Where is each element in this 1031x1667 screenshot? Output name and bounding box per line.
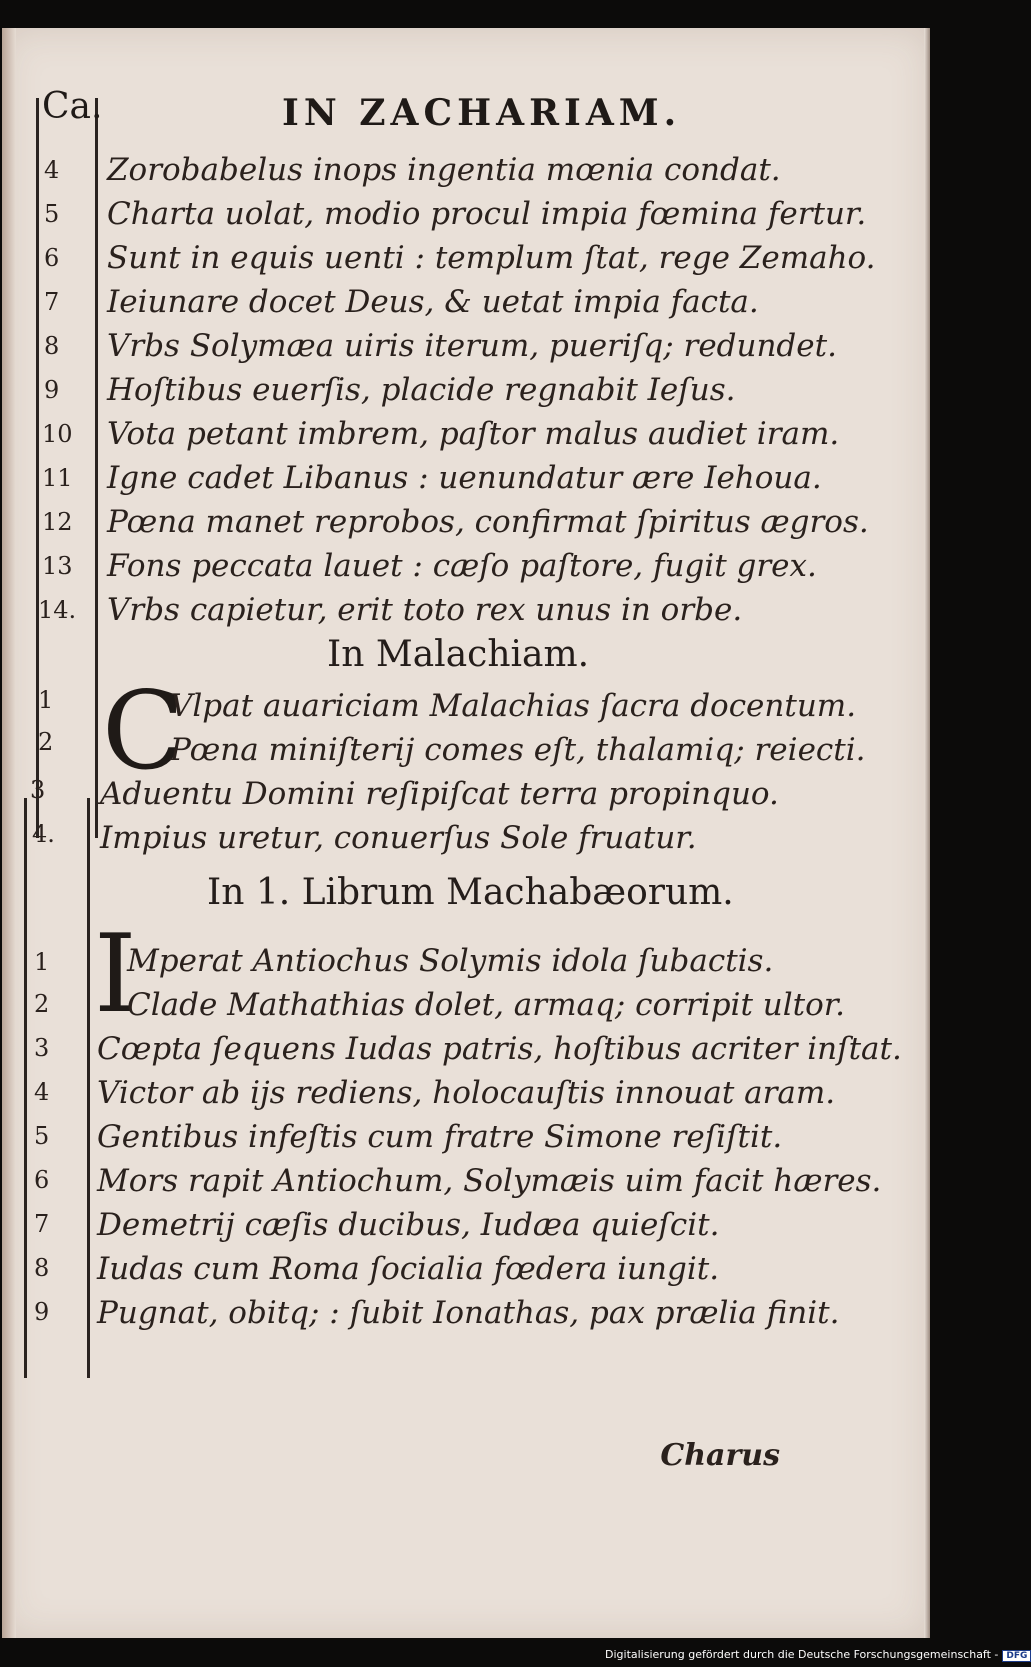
verse-line: Pœna miniſterij comes eſt, thalamiq; reiecti. xyxy=(170,732,866,768)
chapter-number: 8 xyxy=(34,1254,50,1282)
digitization-footer xyxy=(605,1648,1031,1662)
verse-line: Vota petant imbrem, paſtor malus audiet iram. xyxy=(107,416,840,452)
verse-line: Mperat Antiochus Solymis idola ſubactis. xyxy=(127,943,774,979)
verse-line: Aduentu Domini reſipiſcat terra propinquo. xyxy=(100,776,779,812)
section-title-machabaei: In 1. Librum Machabæorum. xyxy=(207,872,734,913)
verse-line: Victor ab ijs rediens, holocauſtis innouat aram. xyxy=(97,1075,836,1111)
chapter-number: 10 xyxy=(42,420,73,448)
page-edge xyxy=(924,28,930,1638)
chapter-header: Ca. xyxy=(42,86,103,127)
chapter-number: 3 xyxy=(34,1034,50,1062)
chapter-number: 2 xyxy=(34,990,50,1018)
chapter-number: 11 xyxy=(42,464,73,492)
verse-line: Vrbs capietur, erit toto rex unus in orbe. xyxy=(107,592,743,628)
running-title: IN ZACHARIAM. xyxy=(282,92,682,134)
verse-line: Igne cadet Libanus : uenundatur ære Iehoua. xyxy=(107,460,822,496)
column-rule-bottom xyxy=(87,798,90,1378)
verse-line: Iudas cum Roma ſocialia fœdera iungit. xyxy=(97,1251,720,1287)
margin-rule-bottom xyxy=(24,798,27,1378)
verse-line: Sunt in equis uenti : templum ſtat, rege Zemaho. xyxy=(107,240,876,276)
verse-line: Fons peccata lauet : cæſo paſtore, fugit grex. xyxy=(107,548,817,584)
verse-line: Ieiunare docet Deus, & uetat impia facta. xyxy=(107,284,759,320)
chapter-number: 9 xyxy=(34,1298,50,1326)
column-rule-top xyxy=(95,98,98,838)
verse-line: Demetrij cæſis ducibus, Iudæa quieſcit. xyxy=(97,1207,720,1243)
verse-line: Cœpta ſequens Iudas patris, hoſtibus acriter inſtat. xyxy=(97,1031,902,1067)
margin-rule-top xyxy=(36,98,39,838)
verse-line: Zorobabelus inops ingentia mœnia condat. xyxy=(107,152,781,188)
footer-text: Digitalisierung gefördert durch die Deutsche Forschungsgemeinschaft - xyxy=(605,1648,999,1661)
chapter-number: 7 xyxy=(44,288,60,316)
chapter-number: 4. xyxy=(32,820,55,848)
chapter-number: 5 xyxy=(44,200,60,228)
drop-capital-c: C xyxy=(102,669,185,794)
chapter-number: 4 xyxy=(44,156,60,184)
verse-line: Mors rapit Antiochum, Solymæis uim facit hæres. xyxy=(97,1163,882,1199)
chapter-number: 1 xyxy=(34,948,50,976)
page-gutter-shadow xyxy=(2,28,16,1638)
verse-line: Vrbs Solymæa uiris iterum, pueriſq; redundet. xyxy=(107,328,837,364)
chapter-number: 7 xyxy=(34,1210,50,1238)
chapter-number: 1 xyxy=(38,686,54,714)
verse-line: Clade Mathathias dolet, armaq; corripit ultor. xyxy=(127,987,846,1023)
chapter-number: 12 xyxy=(42,508,73,536)
section-title-malachias: In Malachiam. xyxy=(327,634,590,675)
chapter-number: 13 xyxy=(42,552,73,580)
chapter-number: 14. xyxy=(38,596,77,624)
chapter-number: 8 xyxy=(44,332,60,360)
book-page xyxy=(2,28,930,1638)
verse-line: Charta uolat, modio procul impia fœmina fertur. xyxy=(107,196,867,232)
verse-line: Pugnat, obitq; : ſubit Ionathas, pax prælia finit. xyxy=(97,1295,840,1331)
chapter-number: 6 xyxy=(34,1166,50,1194)
chapter-number: 9 xyxy=(44,376,60,404)
verse-line: Vlpat auariciam Malachias ſacra docentum. xyxy=(170,688,857,724)
chapter-number: 3 xyxy=(30,776,46,804)
verse-line: Pœna manet reprobos, confirmat ſpiritus ægros. xyxy=(107,504,869,540)
chapter-number: 2 xyxy=(38,728,54,756)
verse-line: Impius uretur, conuerſus Sole fruatur. xyxy=(100,820,697,856)
catchword: Charus xyxy=(660,1438,780,1473)
drop-capital-i: I xyxy=(94,912,137,1037)
verse-line: Hoſtibus euerſis, placide regnabit Ieſus. xyxy=(107,372,736,408)
chapter-number: 5 xyxy=(34,1122,50,1150)
verse-line: Gentibus infeſtis cum fratre Simone reſiſtit. xyxy=(97,1119,783,1155)
chapter-number: 6 xyxy=(44,244,60,272)
chapter-number: 4 xyxy=(34,1078,50,1106)
dfg-logo: DFG xyxy=(1002,1650,1031,1662)
